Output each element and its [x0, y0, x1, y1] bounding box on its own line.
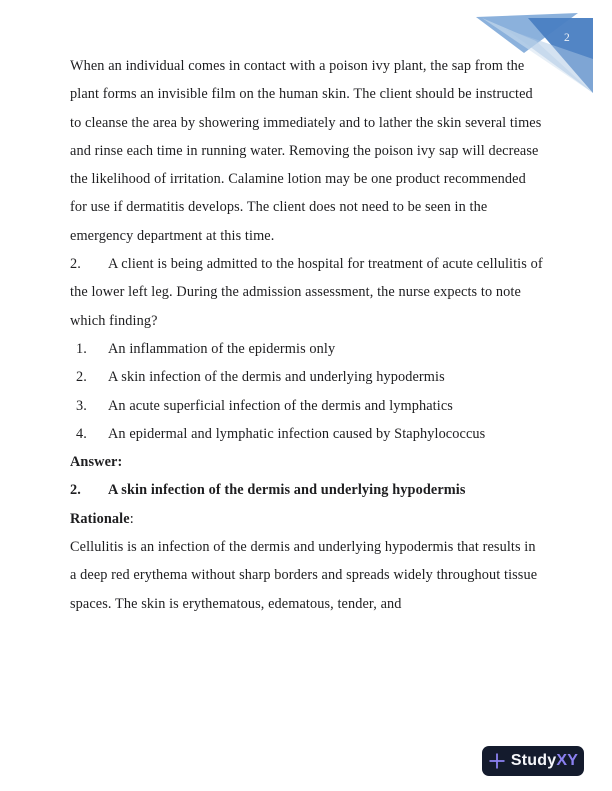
list-item: [70, 392, 545, 420]
option-number: 1.: [76, 340, 87, 357]
list-item: [70, 420, 545, 448]
option-text: An epidermal and lymphatic infection caused by Staphylococcus: [108, 425, 486, 442]
answer-text: A skin infection of the dermis and underlying hypodermis: [108, 482, 466, 499]
question-text: A client is being admitted to the hospital for treatment of acute cellulitis of the lower left leg. During the admission assessment, the nurse expects to note which finding?: [70, 256, 543, 329]
logo-wordmark: [511, 752, 578, 770]
document-body: [70, 52, 545, 618]
option-text: A skin infection of the dermis and underlying hypodermis: [108, 369, 445, 386]
option-text: An inflammation of the epidermis only: [108, 340, 336, 357]
option-text: An acute superficial infection of the dermis and lymphatics: [108, 397, 453, 414]
option-number: 4.: [76, 425, 87, 442]
intro-paragraph: When an individual comes in contact with a poison ivy plant, the sap from the plant forms an invisible film on the human skin. The client should be instructed to cleanse the area by showering immediately and to lather the skin several times and rinse each time in running water. Removing the poison ivy sap will decrease the likelihood of irritation. Calamine lotion may be one product recommended for use if dermatitis develops. The client does not need to be seen in the emergency department at this time.: [70, 58, 542, 244]
rationale-paragraph: Cellulitis is an infection of the dermis and underlying hypodermis that results in a deep red erythema without sharp borders and spreads widely throughout tissue spaces. The skin is erythematous, edematous, tender, and: [70, 539, 538, 612]
page-number: 2: [564, 32, 570, 44]
option-number: 2.: [76, 369, 87, 386]
question: [70, 250, 545, 335]
rationale-heading-word: Rationale: [70, 510, 130, 527]
answer-line: [70, 476, 545, 504]
answer-number: 2.: [70, 482, 81, 499]
studyxy-logo: [482, 746, 584, 776]
rationale-heading-colon: :: [129, 510, 134, 527]
answer-heading: Answer:: [70, 454, 123, 471]
plus-icon: [488, 752, 506, 770]
list-item: [70, 335, 545, 363]
question-number: 2.: [70, 256, 81, 273]
rationale-heading: [70, 505, 545, 533]
logo-text-accent: XY: [556, 752, 579, 769]
option-number: 3.: [76, 397, 87, 414]
options-list: [70, 335, 545, 448]
list-item: [70, 363, 545, 391]
logo-text-primary: Study: [510, 752, 557, 769]
